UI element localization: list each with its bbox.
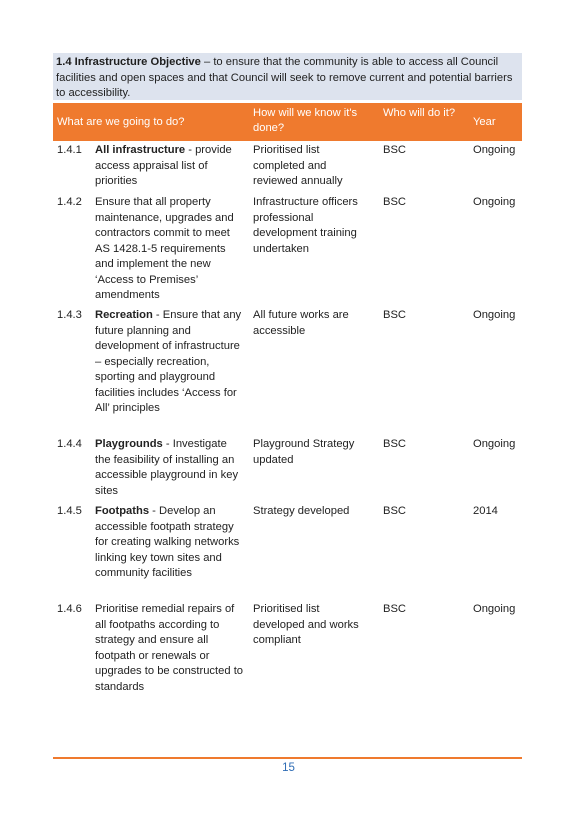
objective-text: – to ensure that the community is able to access all Council facilities and open spaces and that Council will seek to remove current and potential barriers to accessibility.: [56, 56, 513, 99]
row-year: Ongoing: [473, 144, 516, 156]
page-number: 15: [282, 762, 295, 774]
row-year: 2014: [473, 505, 498, 517]
row-action: [95, 195, 245, 304]
row-action: [95, 504, 245, 582]
row-responsible: BSC: [383, 603, 407, 615]
row-responsible: BSC: [383, 309, 407, 321]
row-action-title: Footpaths: [95, 505, 150, 517]
row-action: [95, 308, 245, 417]
table-row: [53, 502, 522, 600]
row-responsible: BSC: [383, 505, 407, 517]
row-action: [95, 602, 245, 695]
table-row: [53, 193, 522, 306]
row-action-title: Recreation: [95, 309, 153, 321]
row-action-title: All infrastructure: [95, 144, 186, 156]
row-number: 1.4.5: [57, 505, 82, 517]
table-row: [53, 306, 522, 435]
row-action-title: Playgrounds: [95, 438, 163, 450]
row-measure: Playground Strategy updated: [253, 438, 355, 466]
header-how: How will we know it's done?: [253, 107, 358, 134]
row-action-text: - Develop an accessible footpath strategy for creating walking networks linking key town sites and community facilities: [95, 505, 240, 579]
row-measure: Strategy developed: [253, 505, 350, 517]
row-measure: Prioritised list completed and reviewed annually: [253, 144, 343, 187]
header-who: Who will do it?: [383, 107, 456, 119]
row-measure: Infrastructure officers professional development training undertaken: [253, 196, 358, 255]
row-measure: Prioritised list developed and works compliant: [253, 603, 359, 646]
row-number: 1.4.6: [57, 603, 82, 615]
header-year: Year: [473, 116, 496, 128]
objective-box: [53, 53, 522, 100]
row-action: [95, 437, 245, 499]
table-header: [53, 103, 522, 141]
row-action-text: - Ensure that any future planning and development of infrastructure – especially recreation, sporting and playground facilities includes ‘Access for All’ principles: [95, 309, 242, 414]
row-action-text: Ensure that all property maintenance, upgrades and contractors commit to meet AS 1428.1-5 requirements and implement the new ‘Access to Premises’ amendments: [95, 196, 234, 301]
row-action-text: Prioritise remedial repairs of all footpaths according to strategy and ensure all footpath or renewals or upgrades to be constructed to standards: [95, 603, 244, 693]
row-number: 1.4.4: [57, 438, 82, 450]
row-responsible: BSC: [383, 438, 407, 450]
row-year: Ongoing: [473, 309, 516, 321]
table-row: [53, 435, 522, 502]
header-what: What are we going to do?: [57, 116, 185, 128]
table-row: [53, 600, 522, 700]
footer-divider: [53, 757, 522, 759]
row-year: Ongoing: [473, 603, 516, 615]
objective-title: 1.4 Infrastructure Objective: [56, 56, 201, 68]
action-table-body: [53, 141, 522, 700]
row-measure: All future works are accessible: [253, 309, 349, 337]
row-year: Ongoing: [473, 196, 516, 208]
row-action-text: - Investigate the feasibility of installing an accessible playground in key sites: [95, 438, 239, 497]
row-action-text: - provide access appraisal list of priorities: [95, 144, 232, 187]
row-number: 1.4.3: [57, 309, 82, 321]
row-responsible: BSC: [383, 144, 407, 156]
row-action: [95, 143, 245, 190]
table-row: [53, 141, 522, 193]
row-responsible: BSC: [383, 196, 407, 208]
row-number: 1.4.1: [57, 144, 82, 156]
row-number: 1.4.2: [57, 196, 82, 208]
row-year: Ongoing: [473, 438, 516, 450]
